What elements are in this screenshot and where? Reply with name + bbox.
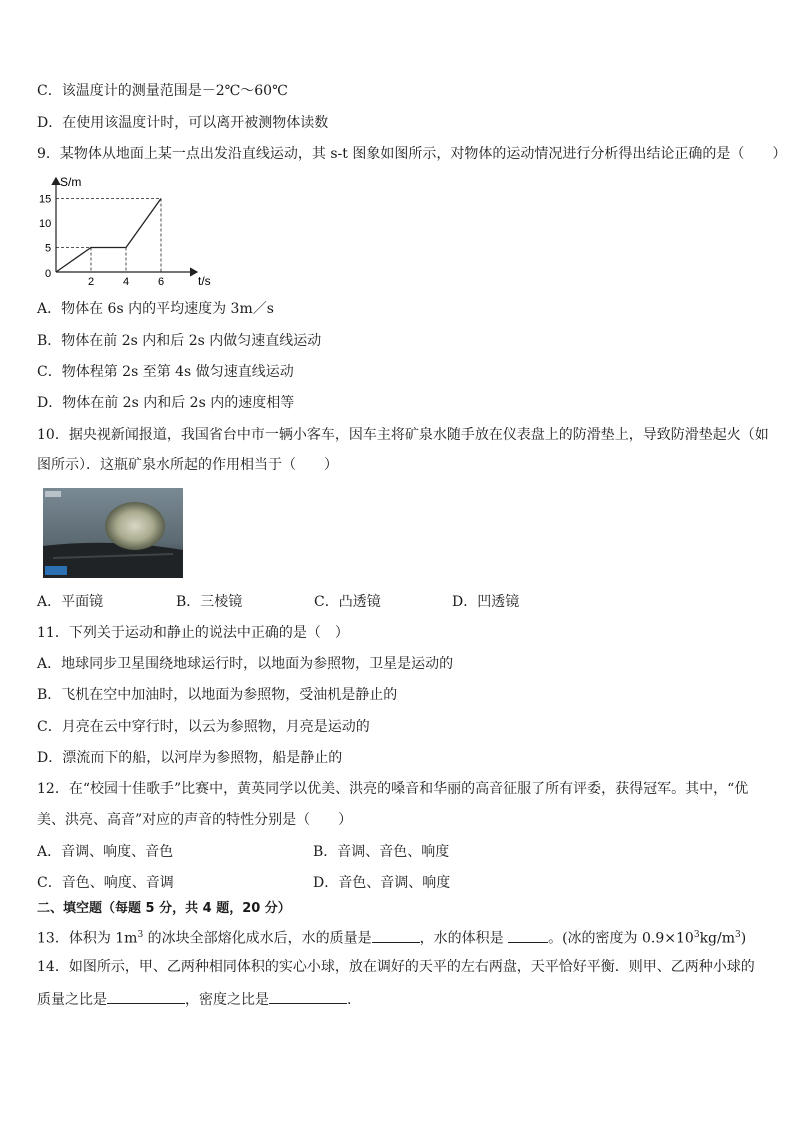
st-series-line xyxy=(56,199,161,273)
question-14-line-1: 14．如图所示，甲、乙两种相同体积的实心小球，放在调好的天平的左右两盘，天平恰好平衡．则甲、乙两种小球的 xyxy=(37,959,755,975)
q11-option-d: D．漂流而下的船，以河岸为参照物，船是静止的 xyxy=(37,750,343,766)
q10-option-b: B．三棱镜 xyxy=(176,594,243,610)
q10-option-d: D．凹透镜 xyxy=(452,594,520,610)
q12-option-b: B．音调、音色、响度 xyxy=(313,844,450,860)
answer-blank[interactable] xyxy=(508,928,548,943)
q11-option-c: C．月亮在云中穿行时，以云为参照物，月亮是运动的 xyxy=(37,719,370,735)
q12-option-c: C．音色、响度、音调 xyxy=(37,875,174,891)
q10-option-c: C．凸透镜 xyxy=(314,594,381,610)
section-2-heading: 二、填空题（每题 5 分，共 4 题，20 分） xyxy=(37,901,291,916)
question-10-line-1: 10．据央视新闻报道，我国省台中市一辆小客车，因车主将矿泉水随手放在仪表盘上的防滑垫上，导致防滑垫起火（如 xyxy=(37,427,769,443)
question-13: 13．体积为 $1m^3$ 的冰块全部熔化成水后，水的质量是 ，水的体积是 。(冰的密度为 $0.9\times 10^3kg/m^3$) xyxy=(37,926,764,948)
x-tick-label: 4 xyxy=(123,276,130,288)
question-10-line-2: 图所示）．这瓶矿泉水所起的作用相当于（ ） xyxy=(37,457,338,473)
y-tick-label: 5 xyxy=(45,242,52,255)
y-tick-label: 10 xyxy=(39,218,52,230)
q8-option-c: C．该温度计的测量范围是－2℃～60℃ xyxy=(37,83,288,99)
answer-blank[interactable] xyxy=(372,928,420,943)
q9-option-a: A．物体在 6s 内的平均速度为 3m／s xyxy=(37,301,274,317)
question-12-line-2: 美、洪亮、高音”对应的声音的特性分别是（ ） xyxy=(37,812,353,828)
question-12-line-1: 12．在“校园十佳歌手”比赛中，黄英同学以优美、洪亮的嗓音和华丽的高音征服了所有评委，获得冠军。其中，“优 xyxy=(37,781,749,797)
q12-option-d: D．音色、音调、响度 xyxy=(313,875,451,891)
answer-blank[interactable] xyxy=(107,989,185,1004)
question-11: 11．下列关于运动和静止的说法中正确的是（ ） xyxy=(37,625,349,641)
q11-option-a: A．地球同步卫星围绕地球运行时，以地面为参照物，卫星是运动的 xyxy=(37,656,454,672)
q11-option-b: B．飞机在空中加油时，以地面为参照物，受油机是静止的 xyxy=(37,687,398,703)
q8-option-d: D．在使用该温度计时，可以离开被测物体读数 xyxy=(37,115,329,131)
answer-blank[interactable] xyxy=(269,989,347,1004)
y-axis-label: S/m xyxy=(60,175,82,189)
q10-option-a: A．平面镜 xyxy=(37,594,104,610)
question-9: 9．某物体从地面上某一点出发沿直线运动，其 s-t 图象如图所示，对物体的运动情况进行分析得出结论正确的是（ ） xyxy=(37,146,787,162)
st-graph xyxy=(32,172,222,292)
question-14-line-2: 质量之比是 ，密度之比是 . xyxy=(37,989,764,1009)
x-axis-label: t/s xyxy=(198,274,211,288)
x-tick-label: 2 xyxy=(88,276,95,288)
y-tick-label: 0 xyxy=(45,268,52,280)
q9-option-c: C．物体程第 2s 至第 4s 做匀速直线运动 xyxy=(37,364,294,380)
q12-option-a: A．音调、响度、音色 xyxy=(37,844,174,860)
q9-option-b: B．物体在前 2s 内和后 2s 内做匀速直线运动 xyxy=(37,333,322,349)
dashboard-fire-photo xyxy=(43,488,183,578)
x-tick-label: 6 xyxy=(158,276,165,288)
y-tick-label: 15 xyxy=(39,193,52,206)
q9-option-d: D．物体在前 2s 内和后 2s 内的速度相等 xyxy=(37,395,295,411)
